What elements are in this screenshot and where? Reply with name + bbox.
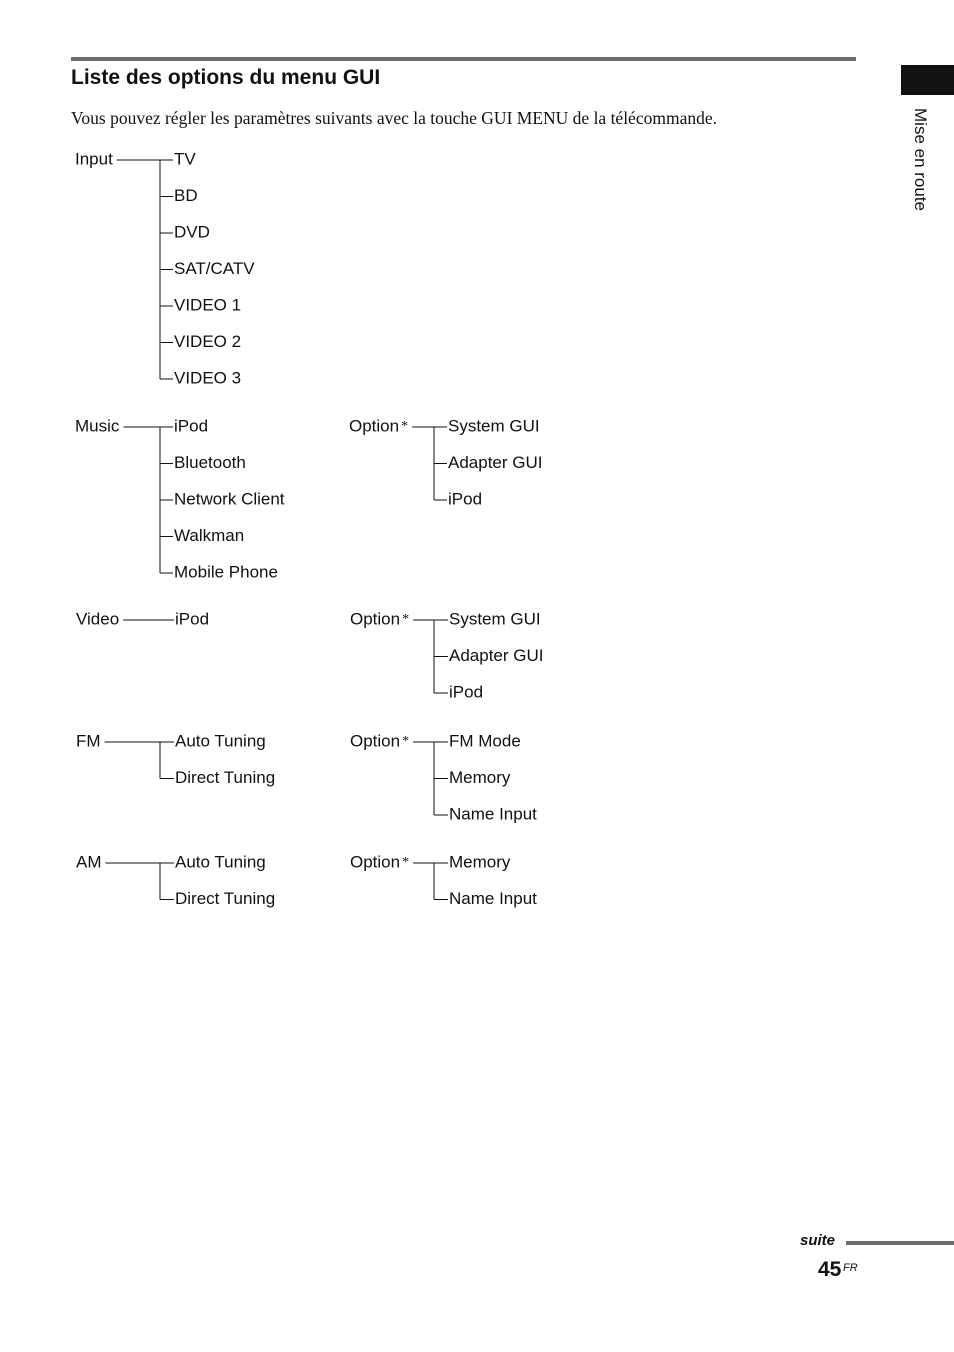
option-child: System GUI (448, 416, 540, 436)
option-label: Option (350, 609, 401, 629)
option-child: iPod (448, 489, 483, 509)
continued-label: suite (800, 1232, 836, 1249)
menu-item-child: iPod (175, 609, 210, 629)
menu-item-label: Music (75, 416, 120, 436)
option-child: System GUI (449, 609, 541, 629)
page-number: 45 (818, 1258, 842, 1281)
option-label: Option (349, 416, 400, 436)
option-marker: * (402, 855, 410, 871)
option-child: FM Mode (449, 731, 521, 751)
menu-item-child: VIDEO 2 (174, 331, 242, 351)
menu-item-child: DVD (174, 222, 210, 242)
tree-group (76, 609, 544, 701)
option-child: Memory (449, 852, 511, 872)
tree-group (75, 416, 543, 581)
menu-item-label: Input (75, 149, 113, 169)
menu-item-child: Bluetooth (174, 452, 246, 472)
menu-item-child: Walkman (174, 525, 245, 545)
menu-item-child: Network Client (174, 489, 285, 509)
option-marker: * (402, 612, 410, 628)
menu-item-child: iPod (174, 416, 209, 436)
menu-item-child: SAT/CATV (174, 258, 255, 278)
menu-item-child: BD (174, 185, 198, 205)
option-child: Adapter GUI (449, 645, 544, 665)
intro-paragraph: Vous pouvez régler les paramètres suivants avec la touche GUI MENU de la télécommande. (71, 108, 717, 128)
option-child: Name Input (449, 888, 537, 908)
option-child: iPod (449, 682, 484, 702)
option-child: Name Input (449, 804, 537, 824)
menu-item-child: Direct Tuning (175, 767, 276, 787)
option-label: Option (350, 731, 401, 751)
option-child: Adapter GUI (448, 452, 543, 472)
tree-group (75, 149, 255, 387)
language-code: FR (843, 1262, 858, 1274)
menu-item-label: AM (76, 852, 102, 872)
menu-item-child: TV (174, 149, 196, 169)
menu-item-child: VIDEO 1 (174, 295, 242, 315)
menu-item-label: Video (76, 609, 120, 629)
continued-bar (846, 1241, 954, 1245)
section-tab-label: Mise en route (911, 108, 930, 211)
menu-item-child: Auto Tuning (175, 731, 266, 751)
option-label: Option (350, 852, 401, 872)
option-marker: * (401, 419, 409, 435)
tree-group (76, 852, 537, 908)
page-title: Liste des options du menu GUI (71, 66, 381, 89)
option-child: Memory (449, 767, 511, 787)
menu-item-child: Direct Tuning (175, 888, 276, 908)
menu-item-child: Auto Tuning (175, 852, 266, 872)
option-marker: * (402, 734, 410, 750)
menu-item-child: VIDEO 3 (174, 368, 242, 388)
menu-item-child: Mobile Phone (174, 562, 278, 582)
tree-group (76, 731, 537, 823)
menu-item-label: FM (76, 731, 101, 751)
